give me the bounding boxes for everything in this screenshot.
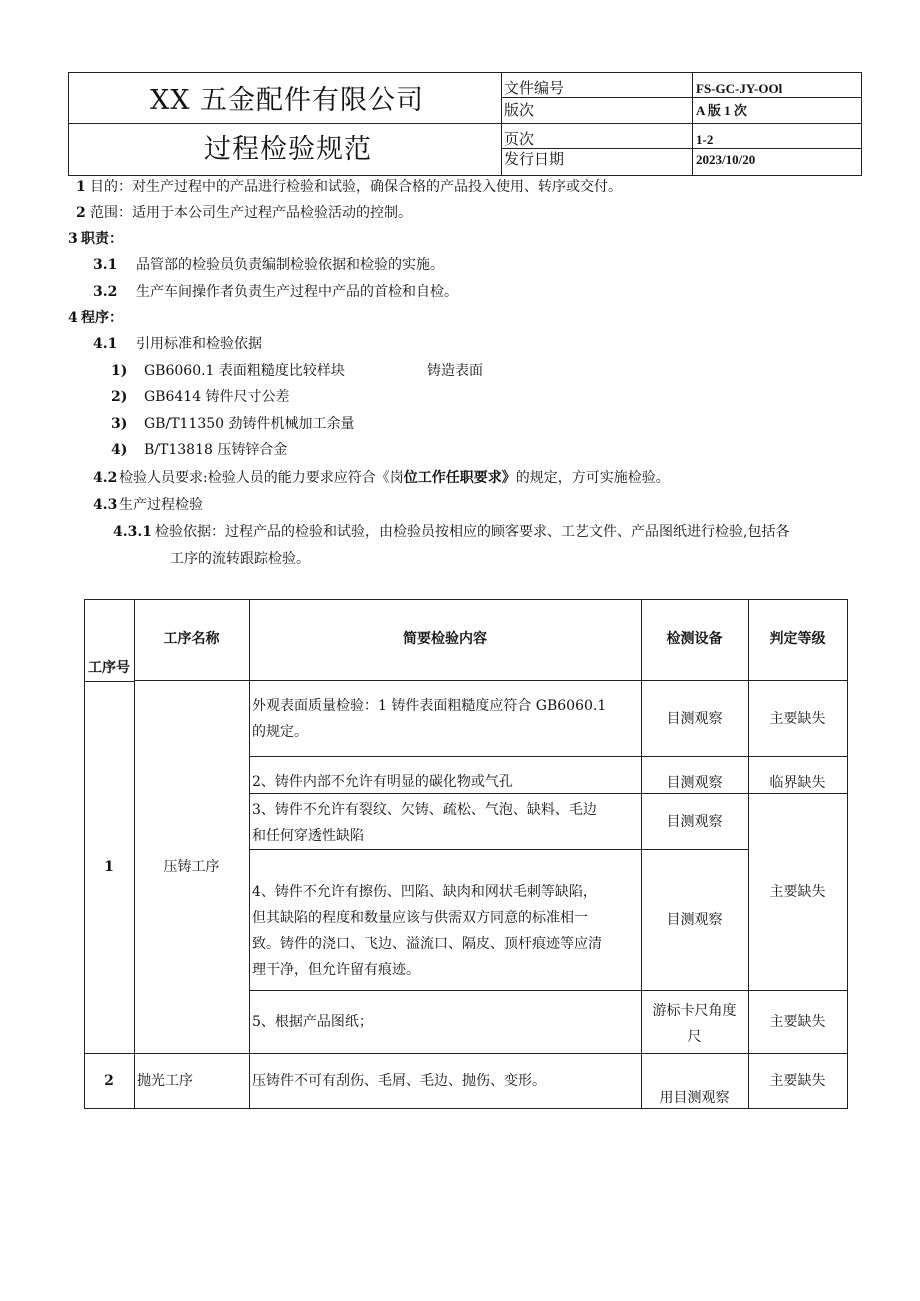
section-4-3-1-line1: 检验依据：过程产品的检验和试验，由检验员按相应的顾客要求、工艺文件、产品图纸进行检验,包括各 — [155, 524, 790, 540]
ref-1-text: GB6060.1 表面粗糙度比较样块 — [144, 363, 345, 379]
page-value: 1-2 — [696, 132, 714, 147]
ref-2-number: 2) — [111, 389, 128, 405]
item-1-content-line1: 外观表面质量检验：1 铸件表面粗糙度应符合 GB6060.1 — [252, 698, 607, 714]
ref-2-text: GB6414 铸件尺寸公差 — [144, 389, 290, 405]
section-1-text: 目的：对生产过程中的产品进行检验和试验，确保合格的产品投入使用、转序或交付。 — [90, 179, 622, 195]
section-4-2-number: 4.2 — [93, 470, 118, 486]
step-2-content: 压铸件不可有刮伤、毛屑、毛边、抛伤、变形。 — [252, 1073, 546, 1089]
ref-3-number: 3) — [111, 416, 128, 432]
ref-3-text: GB/T11350 劲铸件机械加工余量 — [144, 416, 355, 432]
item-1-grade: 主要缺失 — [769, 710, 826, 727]
ref-1-number: 1) — [111, 363, 128, 379]
item-3-content-line1: 3、铸件不允许有裂纹、欠铸、疏松、气泡、缺料、毛边 — [252, 802, 597, 818]
section-4-3-1-line2: 工序的流转跟踪检验。 — [170, 551, 310, 567]
issue-date-value: 2023/10/20 — [696, 152, 756, 167]
section-4-number: 4 — [68, 310, 78, 326]
page-label: 页次 — [504, 130, 535, 148]
section-2-text: 范围：适用于本公司生产过程产品检验活动的控制。 — [90, 205, 412, 221]
item-4-content-line4: 理干净，但允许留有痕迹。 — [252, 962, 420, 978]
issue-date-label: 发行日期 — [504, 150, 565, 168]
col-header-content: 简要检验内容 — [403, 631, 487, 647]
item-5-grade: 主要缺失 — [769, 1014, 826, 1030]
section-4-2-text: 检验人员要求:检验人员的能力要求应符合《岗位工作任职要求》的规定，方可实施检验。 — [119, 470, 670, 486]
item-5-equipment — [641, 998, 748, 1050]
section-4-3-text: 生产过程检验 — [119, 497, 203, 513]
section-4-1-number: 4.1 — [93, 336, 118, 352]
table-row — [250, 1009, 642, 1035]
section-4-title: 程序： — [81, 310, 123, 326]
section-4-3-number: 4.3 — [93, 497, 118, 513]
step-2-equipment: 用目测观察 — [659, 1090, 730, 1106]
section-4-3-1-number: 4.3.1 — [113, 524, 152, 540]
section-3-2-text: 生产车间操作者负责生产过程中产品的首检和自检。 — [136, 284, 458, 300]
col-header-grade: 判定等级 — [769, 631, 826, 647]
item-1-equipment: 目测观察 — [666, 710, 723, 727]
section-3-number: 3 — [68, 231, 78, 247]
item-4-content-line2: 但其缺陷的程度和数量应该与供需双方同意的标准相一 — [252, 910, 588, 926]
col-header-step-name: 工序名称 — [163, 631, 220, 647]
item-2-grade: 临界缺失 — [769, 775, 826, 791]
items-3-4-grade: 主要缺失 — [769, 884, 826, 900]
company-name: XX 五金配件有限公司 — [150, 85, 425, 116]
item-5-equipment-line1: 游标卡尺角度 — [652, 1003, 737, 1019]
step-2-grade: 主要缺失 — [769, 1073, 826, 1089]
step-2-number: 2 — [104, 1073, 114, 1089]
table-row — [250, 693, 642, 745]
doc-number-label: 文件编号 — [504, 79, 565, 97]
ref-4-number: 4) — [111, 442, 128, 458]
table-row — [250, 879, 642, 983]
item-2-equipment: 目测观察 — [666, 775, 723, 791]
col-header-step-no: 工序号 — [88, 660, 130, 676]
item-1-content-line2: 的规定。 — [252, 724, 308, 740]
table-row — [250, 769, 642, 795]
col-header-equipment: 检测设备 — [666, 631, 723, 647]
doc-number-value: FS-GC-JY-OOl — [696, 81, 783, 96]
item-3-content-line2: 和任何穿透性缺陷 — [252, 828, 364, 844]
document-title: 过程检验规范 — [204, 134, 372, 165]
section-3-1-number: 3.1 — [93, 257, 118, 273]
table-row — [250, 797, 642, 849]
ref-4-text: B/T13818 压铸锌合金 — [144, 442, 288, 458]
version-label: 版次 — [504, 101, 535, 119]
item-4-equipment: 目测观察 — [666, 912, 723, 928]
item-4-content-line3: 致。铸件的浇口、飞边、溢流口、隔皮、顶杆痕迹等应清 — [252, 936, 602, 952]
step-1-number: 1 — [104, 859, 114, 875]
item-4-content-line1: 4、铸件不允许有擦伤、凹陷、缺肉和网状毛刺等缺陷， — [252, 884, 597, 900]
item-5-equipment-line2: 尺 — [687, 1029, 702, 1045]
item-3-equipment: 目测观察 — [666, 813, 723, 830]
section-3-1-text: 品管部的检验员负责编制检验依据和检验的实施。 — [136, 257, 444, 273]
item-5-content: 5、根据产品图纸； — [252, 1014, 373, 1030]
section-1-number: 1 — [76, 179, 86, 195]
item-2-content: 2、铸件内部不允许有明显的碳化物或气孔 — [252, 774, 513, 790]
section-3-2-number: 3.2 — [93, 284, 118, 300]
version-value: A 版 1 次 — [696, 103, 747, 118]
step-2-name: 抛光工序 — [137, 1073, 193, 1089]
step-1-name: 压铸工序 — [163, 859, 220, 875]
section-4-1-text: 引用标准和检验依据 — [136, 336, 262, 352]
section-3-title: 职责： — [81, 231, 123, 247]
section-2-number: 2 — [76, 205, 86, 221]
ref-1-extra: 铸造表面 — [427, 363, 483, 379]
